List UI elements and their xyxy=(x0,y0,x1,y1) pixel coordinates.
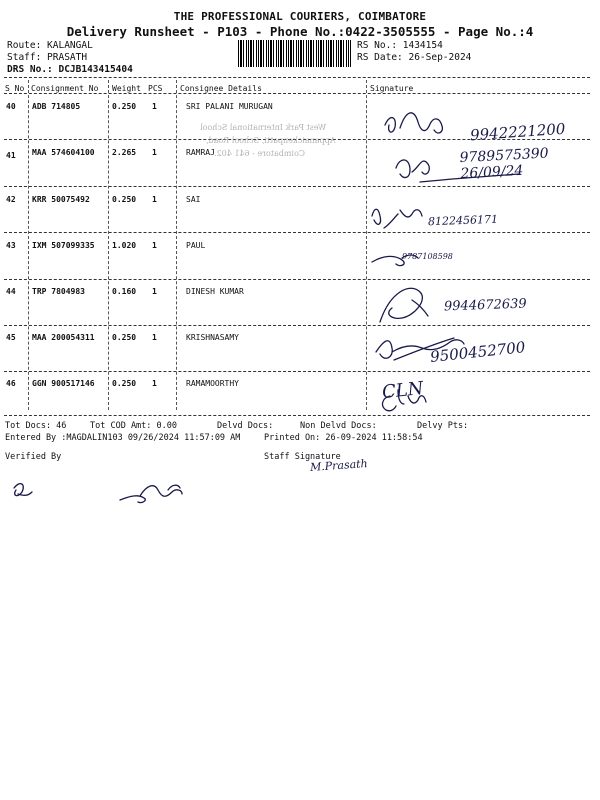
row-weight: 0.250 xyxy=(112,333,137,342)
staff-label: Staff: PRASATH xyxy=(7,52,88,63)
col-signature: Signature xyxy=(370,84,414,93)
verified-signature xyxy=(120,485,182,502)
row-consignee: RAMRAJ xyxy=(186,148,215,157)
drs-number: DRS No.: DCJB143415404 xyxy=(7,64,133,75)
row-consignment: TRP 7804983 xyxy=(32,287,85,296)
row-consignee: RAMAMOORTHY xyxy=(186,379,239,388)
row-sno: 46 xyxy=(6,379,16,388)
row-weight: 0.160 xyxy=(112,287,137,296)
runsheet-title: Delivery Runsheet - P103 - Phone No.:0422-3505555 - Page No.:4 xyxy=(66,24,534,39)
row-consignment: MAA 200054311 xyxy=(32,333,95,342)
signature-phone: 9500452700 xyxy=(429,338,527,366)
signature-scribble xyxy=(372,209,422,228)
signature-phone: 8122456171 xyxy=(427,212,499,229)
row-consignment: GGN 900517146 xyxy=(32,379,95,388)
row-sno: 45 xyxy=(6,333,16,342)
row-pcs: 1 xyxy=(152,333,157,342)
row-sno: 44 xyxy=(6,287,16,296)
signature-phone: CLN xyxy=(381,377,425,404)
verified-signature xyxy=(14,484,32,496)
verified-by-label: Verified By xyxy=(5,452,62,462)
row-pcs: 1 xyxy=(152,241,157,250)
printed-on: Printed On: 26-09-2024 11:58:54 xyxy=(264,433,423,443)
total-docs: Tot Docs: 46 xyxy=(5,421,67,431)
signature-scribble xyxy=(380,288,428,322)
row-sno: 43 xyxy=(6,241,16,250)
col-consignee: Consignee Details xyxy=(180,84,262,93)
rs-date: RS Date: 26-Sep-2024 xyxy=(357,52,472,63)
delivery-points: Delvy Pts: xyxy=(417,421,469,431)
total-cod-amount: Tot COD Amt: 0.00 xyxy=(90,421,177,431)
row-consignee: PAUL xyxy=(186,241,206,250)
stamp-line: West Park International School xyxy=(200,123,327,132)
company-title: THE PROFESSIONAL COURIERS, COIMBATORE xyxy=(173,10,427,23)
staff-signature: M.Prasath xyxy=(309,457,369,474)
stamp-line: Appanaickenpatti, School Road, xyxy=(206,136,336,145)
signature-phone: 9944672639 xyxy=(443,296,527,315)
non-delivered-docs: Non Delvd Docs: xyxy=(300,421,377,431)
signature-phone: 9787108598 xyxy=(402,252,453,261)
row-consignee: SAI xyxy=(186,195,201,204)
row-weight: 1.020 xyxy=(112,241,137,250)
row-weight: 2.265 xyxy=(112,148,137,157)
col-sno: S No xyxy=(5,84,25,93)
col-consignment: Consignment No xyxy=(31,84,99,93)
row-pcs: 1 xyxy=(152,195,157,204)
row-sno: 42 xyxy=(6,195,16,204)
row-weight: 0.250 xyxy=(112,195,137,204)
row-sno: 40 xyxy=(6,102,16,111)
signature-phone: 9789575390 26/09/24 xyxy=(459,145,550,183)
row-consignment: IXM 507099335 xyxy=(32,241,95,250)
row-weight: 0.250 xyxy=(112,102,137,111)
signature-phone: 9942221200 xyxy=(469,119,566,145)
signature-scribble xyxy=(385,113,442,133)
row-consignee: DINESH KUMAR xyxy=(186,287,244,296)
row-consignment: ADB 714805 xyxy=(32,102,81,111)
row-consignee: SRI PALANI MURUGAN xyxy=(186,102,273,111)
row-consignment: KRR 50075492 xyxy=(32,195,90,204)
row-consignment: MAA 574604100 xyxy=(32,148,95,157)
row-pcs: 1 xyxy=(152,287,157,296)
row-pcs: 1 xyxy=(152,379,157,388)
row-weight: 0.250 xyxy=(112,379,137,388)
route-label: Route: KALANGAL xyxy=(7,40,93,51)
row-sno: 41 xyxy=(6,151,16,160)
row-pcs: 1 xyxy=(152,148,157,157)
col-weight: Weight xyxy=(112,84,141,93)
entered-by: Entered By :MAGDALIN103 09/26/2024 11:57:09 AM xyxy=(5,433,241,443)
delivered-docs: Delvd Docs: xyxy=(217,421,274,431)
staff-signature-label: Staff Signature xyxy=(264,452,341,462)
row-pcs: 1 xyxy=(152,102,157,111)
row-consignee: KRISHNASAMY xyxy=(186,333,239,342)
rs-number: RS No.: 1434154 xyxy=(357,40,443,51)
stamp-line: Coimbatore - 641 402. xyxy=(214,149,305,158)
col-pcs: PCS xyxy=(148,84,163,93)
